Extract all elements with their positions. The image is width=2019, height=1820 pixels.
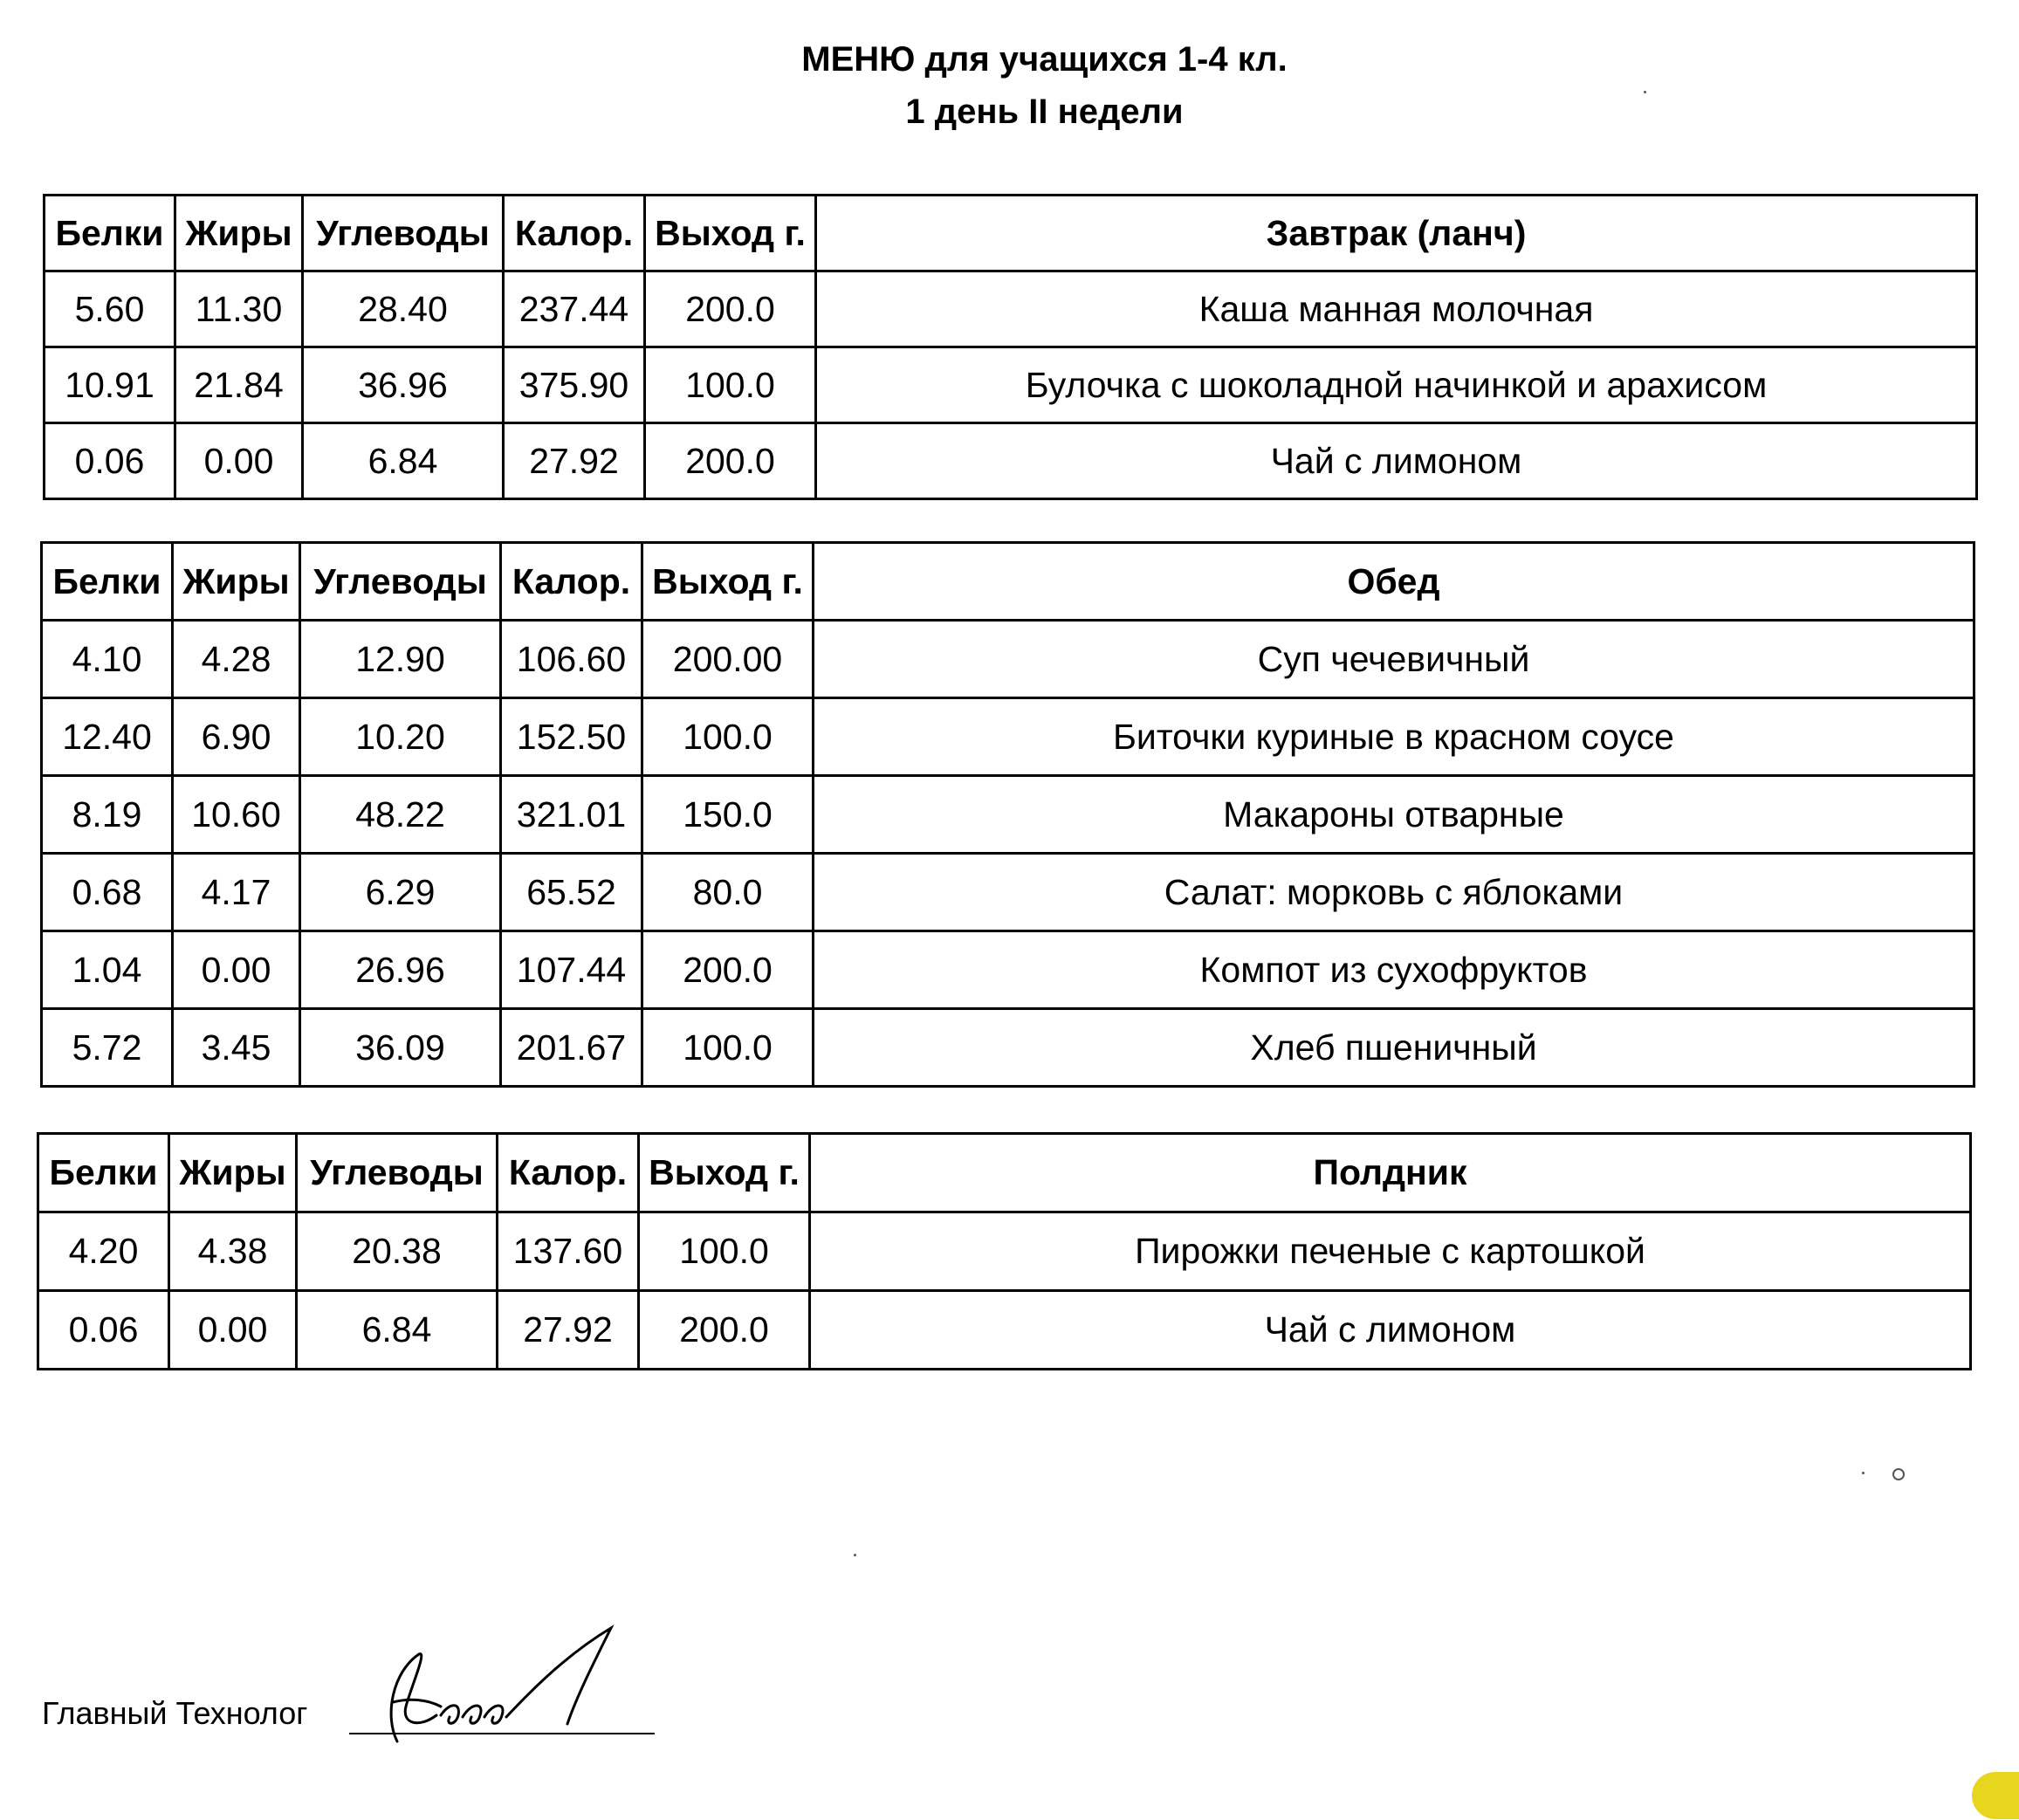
dish-name-cell: Хлеб пшеничный bbox=[814, 1009, 1974, 1087]
column-header-fat: Жиры bbox=[173, 543, 300, 621]
page-subtitle: 1 день II недели bbox=[905, 93, 1184, 131]
table-header-row bbox=[38, 1134, 1971, 1212]
dish-name-cell: Пирожки печеные с картошкой bbox=[810, 1212, 1971, 1291]
breakfast-table bbox=[43, 194, 1978, 500]
calories-cell: 237.44 bbox=[504, 271, 645, 347]
protein-cell: 4.10 bbox=[42, 621, 173, 698]
protein-cell: 0.06 bbox=[38, 1291, 169, 1370]
protein-cell: 1.04 bbox=[42, 931, 173, 1009]
calories-cell: 201.67 bbox=[501, 1009, 642, 1087]
fat-cell: 3.45 bbox=[173, 1009, 300, 1087]
dish-name-cell: Каша манная молочная bbox=[816, 271, 1977, 347]
carbs-cell: 6.84 bbox=[297, 1291, 498, 1370]
column-header-carbs: Углеводы bbox=[303, 196, 504, 271]
page-title: МЕНЮ для учащихся 1-4 кл. bbox=[801, 40, 1288, 79]
column-header-fat: Жиры bbox=[175, 196, 303, 271]
column-header-protein: Белки bbox=[45, 196, 175, 271]
dish-name-cell: Биточки куриные в красном соусе bbox=[814, 698, 1974, 776]
protein-cell: 10.91 bbox=[45, 347, 175, 423]
fat-cell: 21.84 bbox=[175, 347, 303, 423]
yield-cell: 150.0 bbox=[642, 776, 814, 854]
fat-cell: 4.17 bbox=[173, 854, 300, 931]
calories-cell: 152.50 bbox=[501, 698, 642, 776]
carbs-cell: 12.90 bbox=[300, 621, 501, 698]
carbs-cell: 10.20 bbox=[300, 698, 501, 776]
carbs-cell: 48.22 bbox=[300, 776, 501, 854]
carbs-cell: 28.40 bbox=[303, 271, 504, 347]
table-row bbox=[42, 1009, 1974, 1087]
column-header-protein: Белки bbox=[42, 543, 173, 621]
table-row bbox=[42, 931, 1974, 1009]
fat-cell: 0.00 bbox=[175, 423, 303, 499]
column-header-carbs: Углеводы bbox=[300, 543, 501, 621]
column-header-fat: Жиры bbox=[169, 1134, 297, 1212]
table-row bbox=[45, 347, 1977, 423]
fat-cell: 10.60 bbox=[173, 776, 300, 854]
carbs-cell: 20.38 bbox=[297, 1212, 498, 1291]
table-row bbox=[45, 423, 1977, 499]
column-header-yield: Выход г. bbox=[645, 196, 816, 271]
calories-cell: 107.44 bbox=[501, 931, 642, 1009]
protein-cell: 0.06 bbox=[45, 423, 175, 499]
column-header-yield: Выход г. bbox=[639, 1134, 810, 1212]
carbs-cell: 36.09 bbox=[300, 1009, 501, 1087]
column-header-protein: Белки bbox=[38, 1134, 169, 1212]
yield-cell: 100.0 bbox=[642, 698, 814, 776]
carbs-cell: 36.96 bbox=[303, 347, 504, 423]
protein-cell: 4.20 bbox=[38, 1212, 169, 1291]
handwritten-signature bbox=[358, 1619, 637, 1750]
scan-speck bbox=[1892, 1468, 1905, 1480]
table-header-row bbox=[42, 543, 1974, 621]
column-header-calories: Калор. bbox=[498, 1134, 639, 1212]
dish-name-cell: Чай с лимоном bbox=[816, 423, 1977, 499]
protein-cell: 8.19 bbox=[42, 776, 173, 854]
table-header-row bbox=[45, 196, 1977, 271]
fat-cell: 0.00 bbox=[173, 931, 300, 1009]
dish-name-cell: Макароны отварные bbox=[814, 776, 1974, 854]
fat-cell: 4.28 bbox=[173, 621, 300, 698]
protein-cell: 0.68 bbox=[42, 854, 173, 931]
yield-cell: 200.00 bbox=[642, 621, 814, 698]
yield-cell: 200.0 bbox=[645, 271, 816, 347]
fat-cell: 0.00 bbox=[169, 1291, 297, 1370]
scan-speck bbox=[1644, 91, 1646, 93]
yield-cell: 200.0 bbox=[645, 423, 816, 499]
table-row bbox=[42, 854, 1974, 931]
table-row bbox=[42, 776, 1974, 854]
meal-title: Завтрак (ланч) bbox=[816, 196, 1977, 271]
calories-cell: 321.01 bbox=[501, 776, 642, 854]
fat-cell: 11.30 bbox=[175, 271, 303, 347]
calories-cell: 375.90 bbox=[504, 347, 645, 423]
scan-speck bbox=[854, 1554, 856, 1556]
carbs-cell: 6.29 bbox=[300, 854, 501, 931]
table-row bbox=[38, 1291, 1971, 1370]
dish-name-cell: Суп чечевичный bbox=[814, 621, 1974, 698]
dish-name-cell: Булочка с шоколадной начинкой и арахисом bbox=[816, 347, 1977, 423]
protein-cell: 5.72 bbox=[42, 1009, 173, 1087]
table-row bbox=[45, 271, 1977, 347]
yield-cell: 200.0 bbox=[639, 1291, 810, 1370]
protein-cell: 12.40 bbox=[42, 698, 173, 776]
afternoon-snack-table bbox=[37, 1132, 1972, 1370]
column-header-yield: Выход г. bbox=[642, 543, 814, 621]
corner-stamp-icon bbox=[1972, 1772, 2019, 1819]
yield-cell: 100.0 bbox=[642, 1009, 814, 1087]
column-header-carbs: Углеводы bbox=[297, 1134, 498, 1212]
calories-cell: 27.92 bbox=[504, 423, 645, 499]
calories-cell: 27.92 bbox=[498, 1291, 639, 1370]
yield-cell: 100.0 bbox=[645, 347, 816, 423]
calories-cell: 106.60 bbox=[501, 621, 642, 698]
meal-title: Обед bbox=[814, 543, 1974, 621]
protein-cell: 5.60 bbox=[45, 271, 175, 347]
fat-cell: 4.38 bbox=[169, 1212, 297, 1291]
lunch-table bbox=[40, 541, 1975, 1088]
signature-label: Главный Технолог bbox=[42, 1695, 308, 1731]
table-row bbox=[42, 698, 1974, 776]
yield-cell: 200.0 bbox=[642, 931, 814, 1009]
column-header-calories: Калор. bbox=[504, 196, 645, 271]
meal-title: Полдник bbox=[810, 1134, 1971, 1212]
table-row bbox=[42, 621, 1974, 698]
carbs-cell: 6.84 bbox=[303, 423, 504, 499]
dish-name-cell: Салат: морковь с яблоками bbox=[814, 854, 1974, 931]
fat-cell: 6.90 bbox=[173, 698, 300, 776]
column-header-calories: Калор. bbox=[501, 543, 642, 621]
dish-name-cell: Компот из сухофруктов bbox=[814, 931, 1974, 1009]
scan-speck bbox=[1862, 1472, 1864, 1474]
calories-cell: 65.52 bbox=[501, 854, 642, 931]
carbs-cell: 26.96 bbox=[300, 931, 501, 1009]
dish-name-cell: Чай с лимоном bbox=[810, 1291, 1971, 1370]
yield-cell: 80.0 bbox=[642, 854, 814, 931]
yield-cell: 100.0 bbox=[639, 1212, 810, 1291]
calories-cell: 137.60 bbox=[498, 1212, 639, 1291]
table-row bbox=[38, 1212, 1971, 1291]
